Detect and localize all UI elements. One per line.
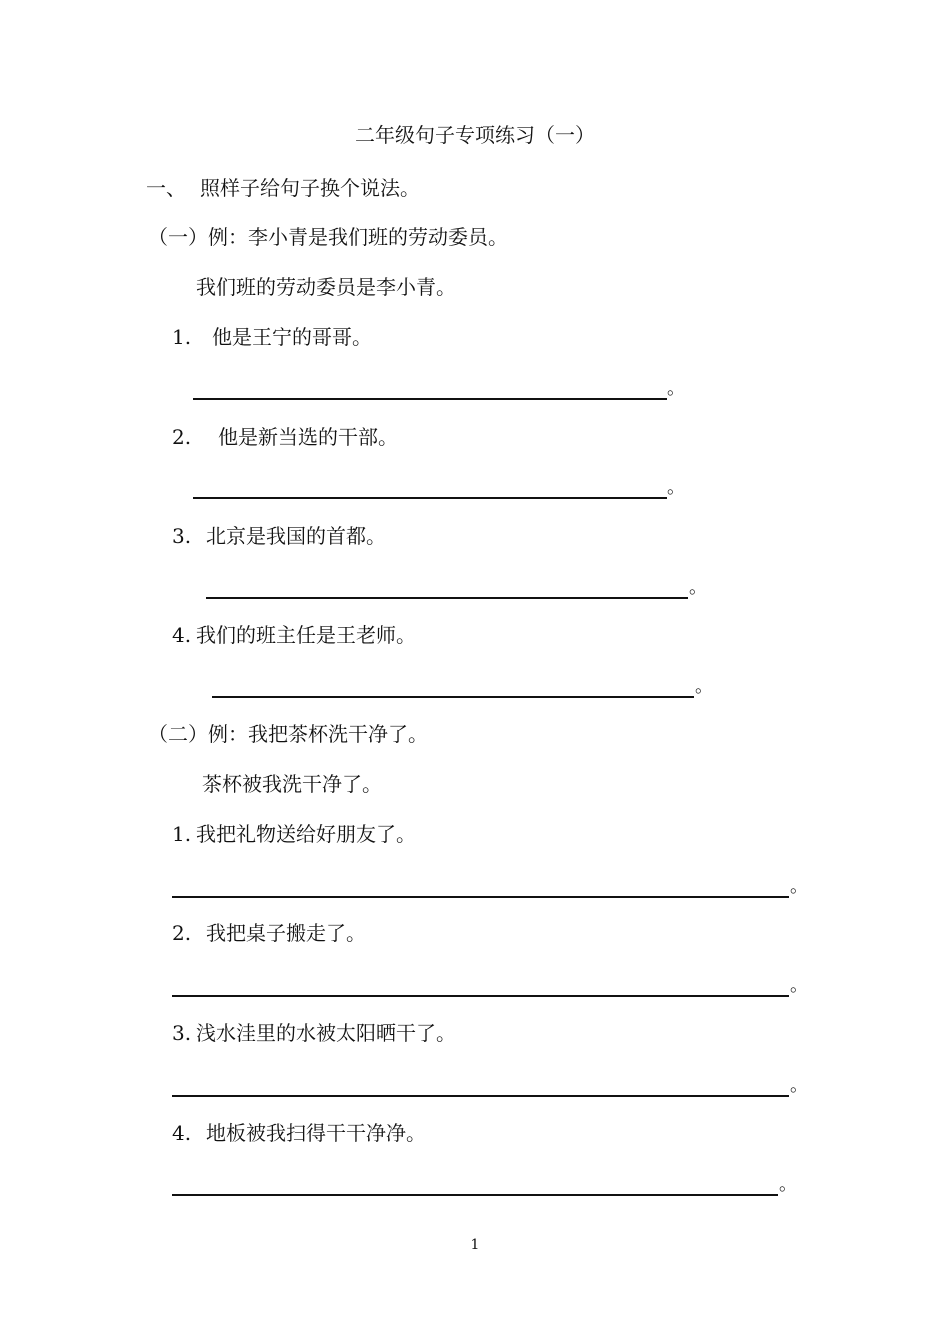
part1-example: （一）例：李小青是我们班的劳动委员。 [148, 225, 508, 249]
part2-example-answer: 茶杯被我洗干净了。 [202, 772, 382, 796]
question-number: 3. [172, 524, 192, 548]
end-mark: 。 [667, 378, 685, 399]
answer-line[interactable] [172, 896, 789, 898]
end-mark: 。 [695, 676, 713, 697]
part2-example: （二）例：我把茶杯洗干净了。 [148, 722, 428, 746]
end-mark: 。 [689, 577, 707, 598]
question-number: 4. [172, 623, 192, 647]
question-number: 1. [172, 325, 192, 349]
section-marker: 一、 [146, 176, 186, 200]
end-mark: 。 [790, 975, 808, 996]
question-text: 地板被我扫得干干净净。 [206, 1121, 426, 1145]
question-number: 1. [172, 822, 192, 846]
question-text: 我把桌子搬走了。 [206, 921, 366, 945]
end-mark: 。 [779, 1174, 797, 1195]
answer-line[interactable] [172, 1095, 789, 1097]
answer-line[interactable] [172, 1194, 778, 1196]
question-number: 4. [172, 1121, 192, 1145]
section-heading: 照样子给句子换个说法。 [200, 176, 420, 200]
part1-example-answer: 我们班的劳动委员是李小青。 [196, 275, 456, 299]
page-number: 1 [470, 1237, 480, 1253]
question-text: 他是王宁的哥哥。 [212, 325, 372, 349]
answer-line[interactable] [212, 696, 694, 698]
end-mark: 。 [667, 477, 685, 498]
end-mark: 。 [790, 876, 808, 897]
question-text: 浅水洼里的水被太阳晒干了。 [196, 1021, 456, 1045]
question-number: 3. [172, 1021, 192, 1045]
end-mark: 。 [790, 1075, 808, 1096]
answer-line[interactable] [206, 597, 688, 599]
answer-line[interactable] [172, 995, 789, 997]
answer-line[interactable] [193, 398, 667, 400]
question-number: 2. [172, 425, 192, 449]
question-text: 我把礼物送给好朋友了。 [196, 822, 416, 846]
question-text: 我们的班主任是王老师。 [196, 623, 416, 647]
answer-line[interactable] [193, 497, 667, 499]
question-text: 他是新当选的干部。 [218, 425, 398, 449]
question-number: 2. [172, 921, 192, 945]
question-text: 北京是我国的首都。 [206, 524, 386, 548]
page-title: 二年级句子专项练习（一） [355, 123, 595, 147]
